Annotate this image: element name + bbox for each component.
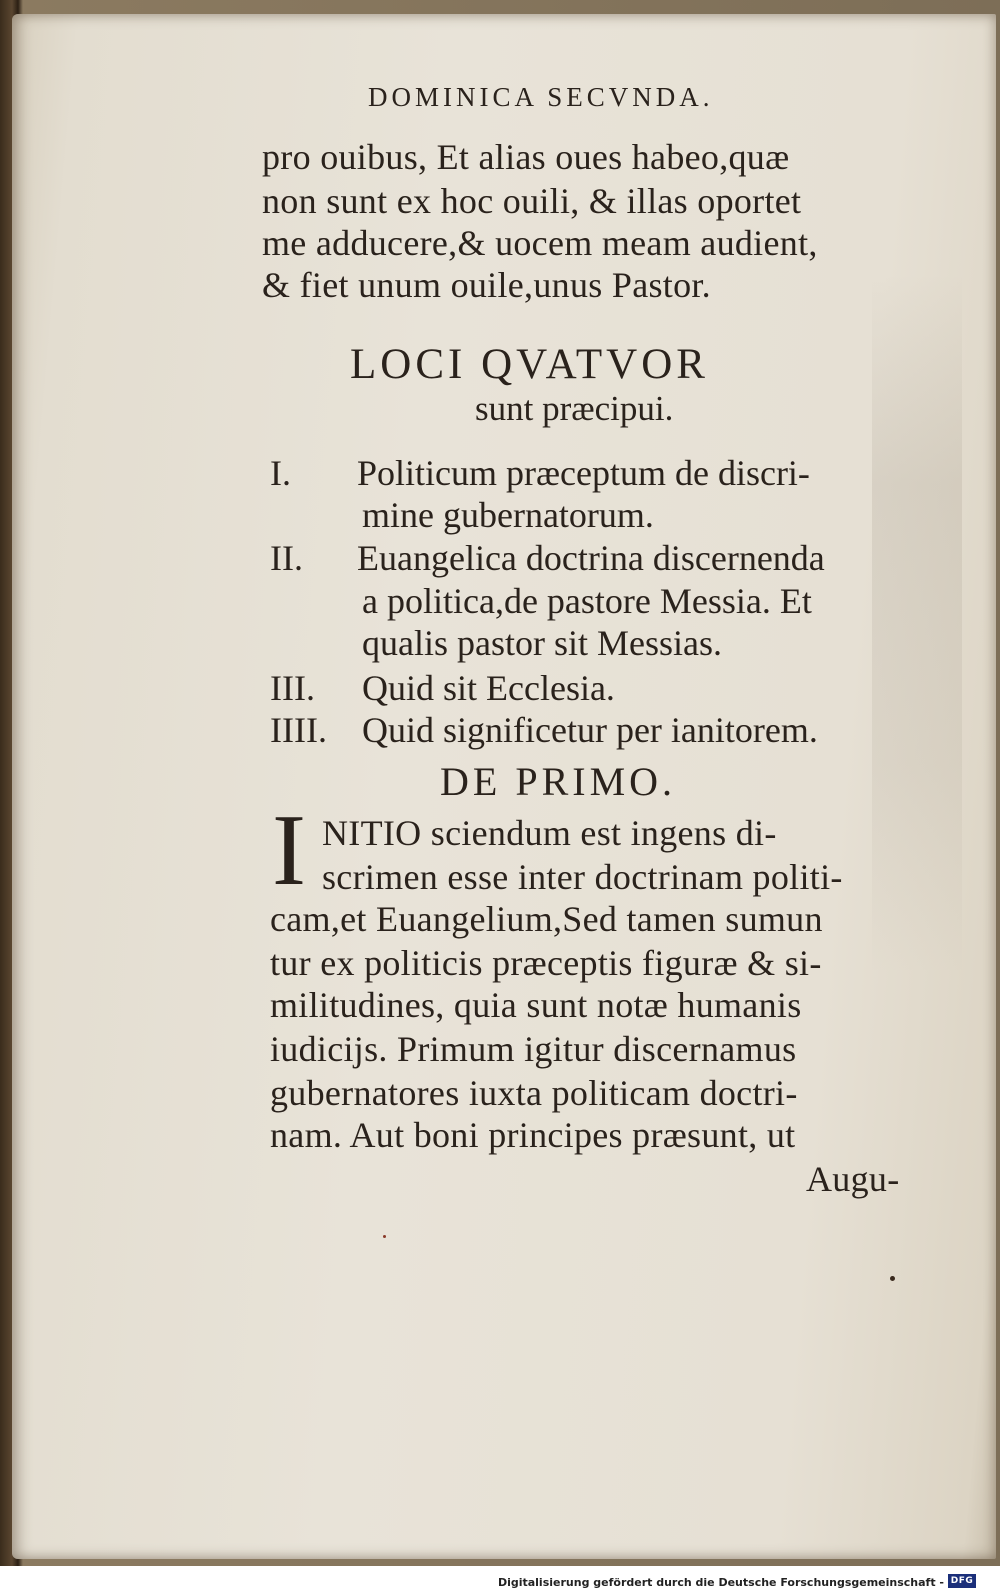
- running-head: DOMINICA SECVNDA.: [368, 82, 714, 112]
- locus-number-4: IIII.: [270, 710, 327, 750]
- section-line-3: cam,et Euangelium,Sed tamen sumun: [270, 899, 823, 939]
- locus-1-line-2: mine gubernatorum.: [362, 495, 654, 535]
- locus-2-line-3: qualis pastor sit Messias.: [362, 623, 722, 663]
- section-line-1: NITIO sciendum est ingens di-: [322, 813, 777, 853]
- funding-credit: Digitalisierung gefördert durch die Deutsche Forschungsgemeinschaft -: [497, 1576, 944, 1589]
- loci-subheading: sunt præcipui.: [475, 389, 674, 428]
- opening-line-4: & fiet unum ouile,unus Pastor.: [262, 265, 711, 305]
- drop-cap-initial: I: [272, 794, 306, 907]
- locus-3-line-1: Quid sit Ecclesia.: [362, 668, 615, 708]
- opening-line-2: non sunt ex hoc ouili, & illas oportet: [262, 181, 802, 221]
- opening-line-1: pro ouibus, Et alias oues habeo,quæ: [262, 137, 790, 177]
- ink-speck: [890, 1276, 895, 1281]
- locus-4-line-1: Quid significetur per ianitorem.: [362, 710, 818, 750]
- section-line-5: militudines, quia sunt notæ humanis: [270, 985, 802, 1025]
- section-line-7: gubernatores iuxta politicam doctri-: [270, 1073, 798, 1113]
- section-line-4: tur ex politicis præceptis figuræ & si-: [270, 943, 822, 983]
- opening-line-3: me adducere,& uocem meam audient,: [262, 223, 818, 263]
- section-heading: DE PRIMO.: [440, 759, 677, 804]
- locus-2-line-2: a politica,de pastore Messia. Et: [362, 581, 812, 621]
- ink-speck: [383, 1235, 386, 1238]
- section-line-8: nam. Aut boni principes præsunt, ut: [270, 1115, 796, 1155]
- loci-heading: LOCI QVATVOR: [350, 341, 709, 388]
- locus-2-line-1: Euangelica doctrina discernenda: [357, 538, 825, 578]
- locus-number-3: III.: [270, 668, 315, 708]
- catchword: Augu-: [806, 1159, 900, 1199]
- section-line-2: scrimen esse inter doctrinam politi-: [322, 857, 843, 897]
- show-through-shadow: [872, 274, 962, 974]
- locus-1-line-1: Politicum præceptum de discri-: [357, 453, 810, 493]
- section-line-6: iudicijs. Primum igitur discernamus: [270, 1029, 797, 1069]
- locus-number-2: II.: [270, 538, 303, 578]
- locus-number-1: I.: [270, 453, 291, 493]
- dfg-logo: DFG: [948, 1574, 976, 1588]
